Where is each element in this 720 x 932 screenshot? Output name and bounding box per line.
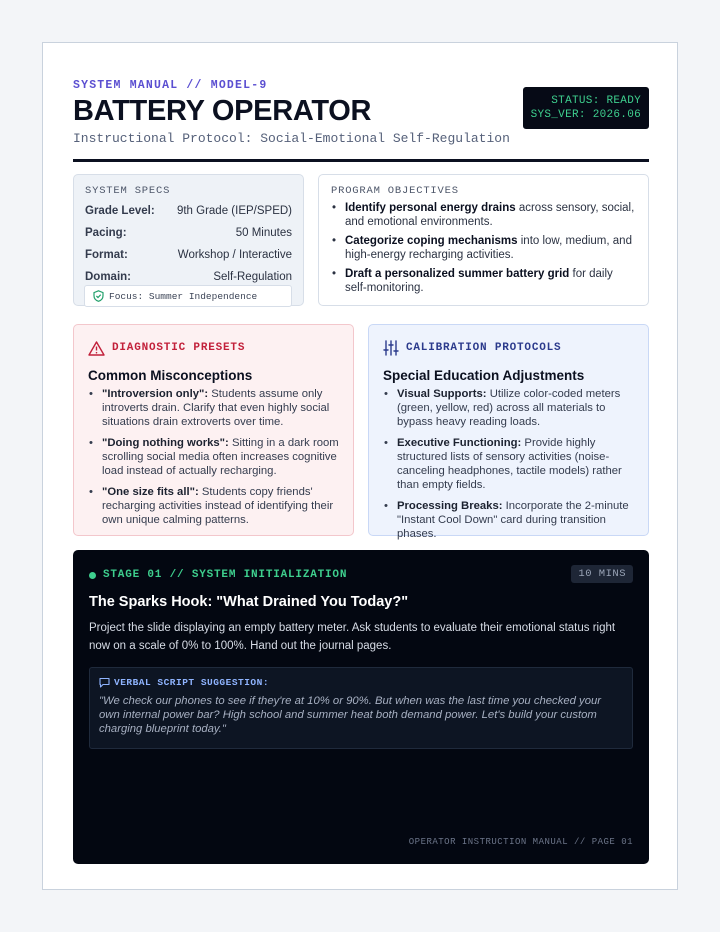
list-item: [331, 267, 636, 295]
script-header: [99, 677, 623, 688]
item-text: for daily self-monitoring.: [345, 268, 613, 294]
spec-row: [85, 249, 292, 263]
objectives-list: [331, 201, 636, 295]
warning-triangle-icon: [88, 341, 105, 356]
item-bold: Draft a personalized summer battery grid: [345, 268, 570, 280]
spec-key: Domain:: [85, 271, 131, 283]
item-bold: Processing Breaks:: [397, 500, 503, 512]
item-bold: "One size fits all":: [102, 486, 199, 498]
adjustments-list: [383, 387, 634, 541]
diagnostic-presets-card: [73, 324, 354, 536]
spec-value: 9th Grade (IEP/SPED): [176, 205, 292, 217]
objectives-heading: PROGRAM OBJECTIVES: [331, 185, 459, 197]
list-item: [88, 485, 339, 527]
card-heading: DIAGNOSTIC PRESETS: [112, 342, 246, 354]
spec-key: Pacing:: [85, 227, 127, 239]
item-bold: "Doing nothing works":: [102, 437, 229, 449]
card-title: Common Misconceptions: [88, 368, 253, 383]
spec-value: 50 Minutes: [235, 227, 292, 239]
item-text: Students copy friends' recharging activities instead of identifying their own unique calming patterns.: [102, 486, 334, 526]
item-text: across sensory, social, and emotional environments.: [345, 202, 635, 228]
stage-title: The Sparks Hook: "What Drained You Today?": [89, 594, 409, 610]
page-subtitle: Instructional Protocol: Social-Emotional Self-Regulation: [73, 131, 510, 146]
header-divider: [73, 159, 649, 162]
eyebrow: SYSTEM MANUAL // MODEL-9: [73, 79, 268, 92]
card-title: Special Education Adjustments: [383, 368, 585, 383]
overview-row: [73, 174, 649, 306]
spec-row: [85, 227, 292, 241]
item-text: into low, medium, and high-energy recharging activities.: [345, 235, 632, 261]
item-text: Incorporate the 2-minute "Instant Cool Down" card during transition phases.: [397, 500, 629, 540]
presets-row: [73, 324, 649, 540]
script-text: "We check our phones to see if they're at 10% or 90%. But when was the last time you checked your own internal power bar? High school and summer heat both demand power. Let's build your custom charging blueprint today.": [99, 695, 602, 735]
list-item: [88, 387, 339, 429]
manual-page: [42, 42, 678, 890]
item-bold: "Introversion only":: [102, 388, 209, 400]
page-content: [73, 79, 649, 864]
specs-heading: SYSTEM SPECS: [85, 185, 171, 197]
spec-key: Format:: [85, 249, 128, 261]
status-dot-icon: [89, 572, 96, 579]
chat-bubble-icon: [99, 677, 110, 688]
spec-key: Grade Level:: [85, 205, 155, 217]
list-item: [383, 436, 634, 492]
spec-row: [85, 271, 292, 285]
list-item: [383, 499, 634, 541]
spec-value: Workshop / Interactive: [177, 249, 292, 261]
item-text: Provide highly structured lists of sensory activities (noise-canceling headphones, tactile models) rather than empty fields.: [397, 437, 622, 491]
item-bold: Visual Supports:: [397, 388, 487, 400]
focus-text: Focus: Summer Independence: [109, 290, 258, 302]
item-bold: Categorize coping mechanisms: [345, 235, 518, 247]
misconceptions-list: [88, 387, 339, 527]
item-bold: Identify personal energy drains: [345, 202, 516, 214]
card-header: [88, 339, 339, 357]
script-heading: VERBAL SCRIPT SUGGESTION:: [114, 677, 270, 688]
verbal-script-box: [89, 667, 633, 749]
list-item: [383, 387, 634, 429]
status-line: STATUS: READY: [551, 95, 641, 107]
stage-description: Project the slide displaying an empty battery meter. Ask students to evaluate their emotional status right now on a scale of 0% to 100%. Hand out the journal pages.: [89, 622, 616, 652]
item-text: Sitting in a dark room scrolling social media often increases cognitive load instead of actually recharging.: [102, 437, 339, 477]
spec-row: [85, 205, 292, 219]
status-badge: [523, 87, 649, 129]
stage-panel: [73, 550, 649, 864]
header: [73, 79, 649, 146]
card-header: [383, 339, 634, 357]
item-text: Students assume only introverts drain. Clarify that even highly social situations drain extroverts over time.: [102, 388, 330, 428]
stage-label: STAGE 01 // SYSTEM INITIALIZATION: [103, 569, 348, 581]
shield-check-icon: [93, 290, 104, 302]
sliders-icon: [383, 340, 399, 356]
list-item: [331, 201, 636, 229]
item-text: Utilize color-coded meters (green, yellow, red) across all materials to bypass heavy reading loads.: [397, 388, 621, 428]
program-objectives-panel: [318, 174, 649, 306]
page-title: BATTERY OPERATOR: [73, 95, 372, 127]
spec-value: Self-Regulation: [213, 271, 292, 283]
calibration-protocols-card: [368, 324, 649, 540]
version-line: SYS_VER: 2026.06: [530, 109, 641, 121]
list-item: [331, 234, 636, 262]
card-heading: CALIBRATION PROTOCOLS: [406, 342, 562, 354]
item-bold: Executive Functioning:: [397, 437, 522, 449]
page-footer: OPERATOR INSTRUCTION MANUAL // PAGE 01: [408, 837, 633, 847]
focus-tag: [84, 285, 292, 307]
stage-header: [89, 566, 633, 584]
duration-badge: 10 MINS: [571, 565, 633, 583]
list-item: [88, 436, 339, 478]
